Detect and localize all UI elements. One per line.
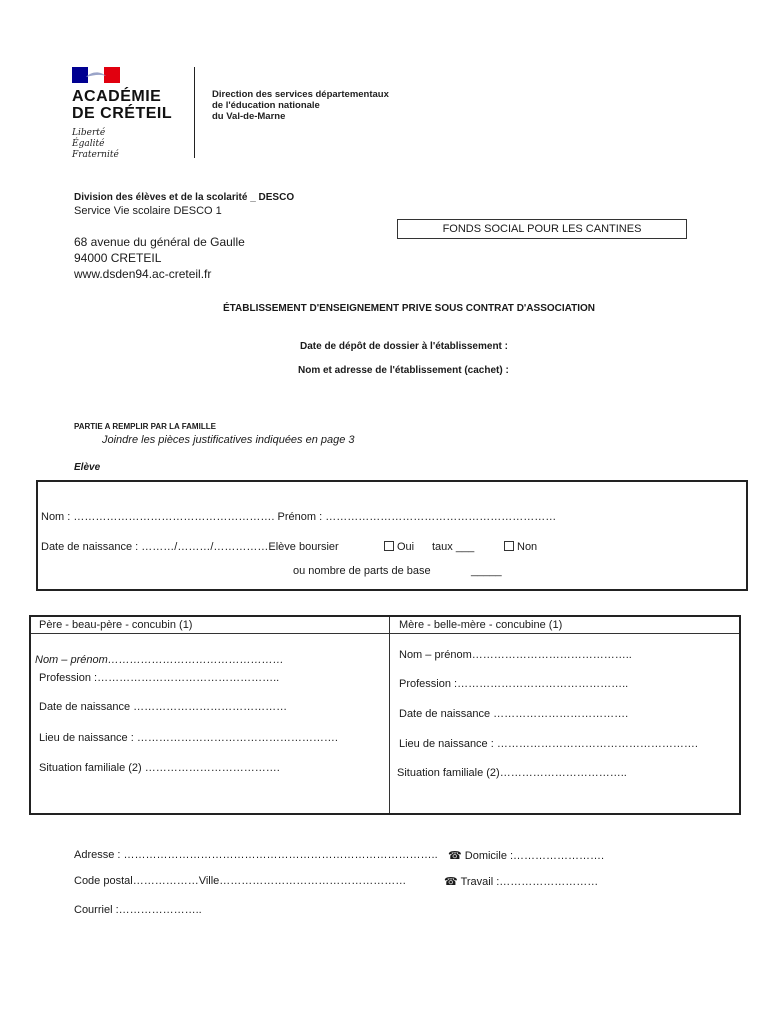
oui-label: Oui: [397, 541, 415, 553]
address-field[interactable]: Adresse : …………………………………………………………………………..: [74, 849, 438, 861]
father-family-status-field[interactable]: Situation familiale (2) ……………………………….: [39, 762, 280, 774]
mother-birth-place-field[interactable]: Lieu de naissance : ……………………………………………….: [399, 738, 698, 750]
direction-line-1: Direction des services départementaux: [212, 89, 389, 100]
service-label: Service Vie scolaire DESCO 1: [74, 205, 222, 217]
mother-header: Mère - belle-mère - concubine (1): [399, 619, 563, 631]
oui-option[interactable]: [384, 541, 414, 553]
work-phone-label: Travail :………………………: [460, 876, 599, 888]
motto-fraternite: Fraternité: [72, 150, 119, 160]
logo-academie: ACADÉMIE: [72, 88, 162, 105]
home-phone-label: Domicile :…………………….: [464, 850, 605, 862]
parents-divider: [389, 617, 390, 813]
taux-field[interactable]: taux ___: [432, 541, 475, 553]
non-label: Non: [517, 541, 538, 553]
division-label: Division des élèves et de la scolarité _ DESCO: [74, 192, 295, 203]
family-part-note: Joindre les pièces justificatives indiquées en page 3: [102, 434, 355, 446]
work-phone-field[interactable]: [444, 875, 598, 888]
motto-liberte: Liberté: [72, 128, 106, 138]
establishment-name-label: Nom et adresse de l'établissement (cachet) :: [298, 365, 509, 376]
direction-line-2: de l'éducation nationale: [212, 100, 320, 111]
republic-flag-logo: [72, 67, 120, 83]
family-part-title: PARTIE A REMPLIR PAR LA FAMILLE: [74, 422, 216, 431]
father-birth-place-field[interactable]: Lieu de naissance : ……………………………………………….: [39, 732, 338, 744]
parts-field[interactable]: _____: [471, 565, 502, 577]
motto-egalite: Égalité: [72, 139, 105, 149]
home-phone-field[interactable]: [448, 849, 604, 862]
logo-creteil: DE CRÉTEIL: [72, 105, 173, 122]
email-field[interactable]: Courriel :…………………..: [74, 904, 202, 916]
address-line-2: 94000 CRETEIL: [74, 251, 162, 265]
parents-header-line: [31, 633, 739, 634]
student-birth-field[interactable]: Date de naissance : ………/………/……………Elève boursier: [41, 541, 339, 553]
direction-line-3: du Val-de-Marne: [212, 111, 286, 122]
mother-birth-date-field[interactable]: Date de naissance ……………………………….: [399, 708, 629, 720]
non-option[interactable]: [504, 541, 537, 553]
mother-family-status-field[interactable]: Situation familiale (2)……………………………..: [397, 767, 627, 779]
phone-icon: ☎: [448, 850, 462, 862]
postal-city-field[interactable]: Code postal………………Ville……………………………………………: [74, 875, 407, 887]
website-link[interactable]: www.dsden94.ac-creteil.fr: [74, 267, 212, 281]
parents-table: [29, 615, 741, 815]
address-line-1: 68 avenue du général de Gaulle: [74, 235, 245, 249]
student-section-label: Elève: [74, 462, 101, 473]
father-birth-date-field[interactable]: Date de naissance ……………………………………: [39, 701, 288, 713]
father-name-field[interactable]: Nom – prénom…………………………………………: [35, 654, 284, 666]
mother-name-field[interactable]: Nom – prénom……………………………………..: [399, 649, 632, 661]
mother-profession-field[interactable]: Profession :………………………………………..: [399, 678, 629, 690]
establishment-title: ÉTABLISSEMENT D'ENSEIGNEMENT PRIVE SOUS CONTRAT D'ASSOCIATION: [223, 303, 596, 314]
father-profession-field[interactable]: Profession :…………………………………………..: [39, 672, 280, 684]
father-header: Père - beau-père - concubin (1): [39, 619, 193, 631]
parts-label: ou nombre de parts de base: [293, 565, 431, 577]
deposit-date-label: Date de dépôt de dossier à l'établissement :: [300, 341, 508, 352]
phone-icon: ☎: [444, 876, 458, 888]
form-title-box: FONDS SOCIAL POUR LES CANTINES: [397, 219, 687, 239]
student-name-field[interactable]: Nom : ………………………………………………. Prénom : ………………………………………………………: [41, 511, 557, 523]
logo-separator: [194, 67, 195, 158]
non-checkbox[interactable]: [504, 541, 514, 551]
oui-checkbox[interactable]: [384, 541, 394, 551]
